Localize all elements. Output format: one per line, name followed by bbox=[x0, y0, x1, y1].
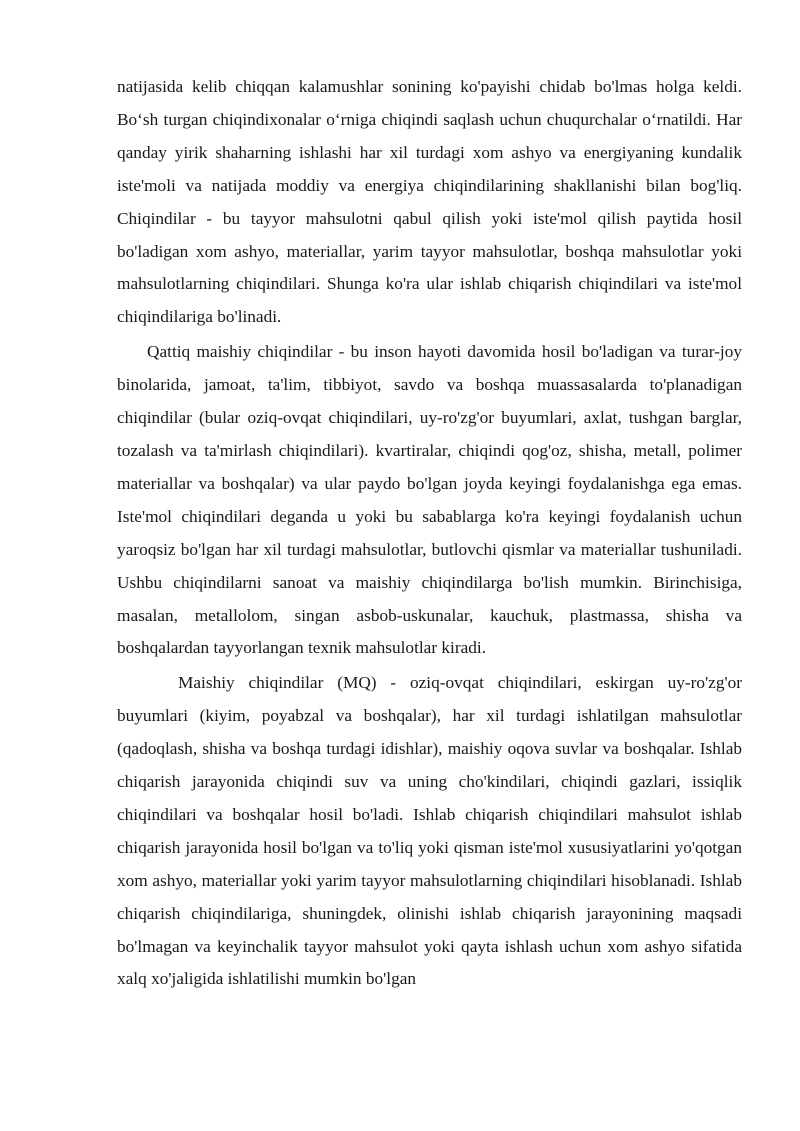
paragraph-2: Qattiq maishiy chiqindilar - bu inson hayoti davomida hosil bo'ladigan va turar-joy binolarida, jamoat, ta'lim, tibbiyot, savdo va boshqa muassasalarda to'planadigan chiqindilar (bular oziq-ovqat chiqindilari, uy-ro'zg'or buyumlari, axlat, tushgan barglar, tozalash va ta'mirlash chiqindilari). kvartiralar, chiqindi qog'oz, shisha, metall, polimer materiallar va boshqalar) va ular paydo bo'lgan joyda keyingi foydalanishga ega emas. Iste'mol chiqindilari deganda u yoki bu sabablarga ko'ra keyingi foydalanish uchun yaroqsiz bo'lgan har xil turdagi mahsulotlar, butlovchi qismlar va materiallar tushuniladi. Ushbu chiqindilarni sanoat va maishiy chiqindilarga bo'lish mumkin. Birinchisiga, masalan, metallolom, singan asbob-uskunalar, kauchuk, plastmassa, shisha va boshqalardan tayyorlangan texnik mahsulotlar kiradi. bbox=[117, 342, 742, 658]
paragraph-1: natijasida kelib chiqqan kalamushlar sonining ko'payishi chidab bo'lmas holga keldi. Bo‘sh turgan chiqindixonalar o‘rniga chiqindi saqlash uchun chuqurchalar o‘rnatildi. Har qanday yirik shaharning ishlashi har xil turdagi xom ashyo va energiyaning kundalik iste'moli va natijada moddiy va energiya chiqindilarining shakllanishi bilan bog'liq. Chiqindilar - bu tayyor mahsulotni qabul qilish yoki iste'mol qilish paytida hosil bo'ladigan xom ashyo, materiallar, yarim tayyor mahsulotlar, boshqa mahsulotlar yoki mahsulotlarning chiqindilari. Shunga ko'ra ular ishlab chiqarish chiqindilari va iste'mol chiqindilariga bo'linadi. bbox=[117, 77, 742, 327]
paragraph-3: Maishiy chiqindilar (MQ) - oziq-ovqat chiqindilari, eskirgan uy-ro'zg'or buyumlari (kiyim, poyabzal va boshqalar), har xil turdagi ishlatilgan mahsulotlar (qadoqlash, shisha va boshqa turdagi idishlar), maishiy oqova suvlar va boshqalar. Ishlab chiqarish jarayonida chiqindi suv va uning cho'kindilari, chiqindi gazlari, issiqlik chiqindilari va boshqalar hosil bo'ladi. Ishlab chiqarish chiqindilari mahsulot ishlab chiqarish jarayonida hosil bo'lgan va to'liq yoki qisman iste'mol xususiyatlarini yo'qotgan xom ashyo, materiallar yoki yarim tayyor mahsulotlarning chiqindilari hisoblanadi. Ishlab chiqarish chiqindilariga, shuningdek, olinishi ishlab chiqarish jarayonining maqsadi bo'lmagan va keyinchalik tayyor mahsulot yoki qayta ishlash uchun xom ashyo sifatida xalq xo'jaligida ishlatilishi mumkin bo'lgan bbox=[117, 673, 742, 989]
document-page bbox=[117, 71, 742, 996]
